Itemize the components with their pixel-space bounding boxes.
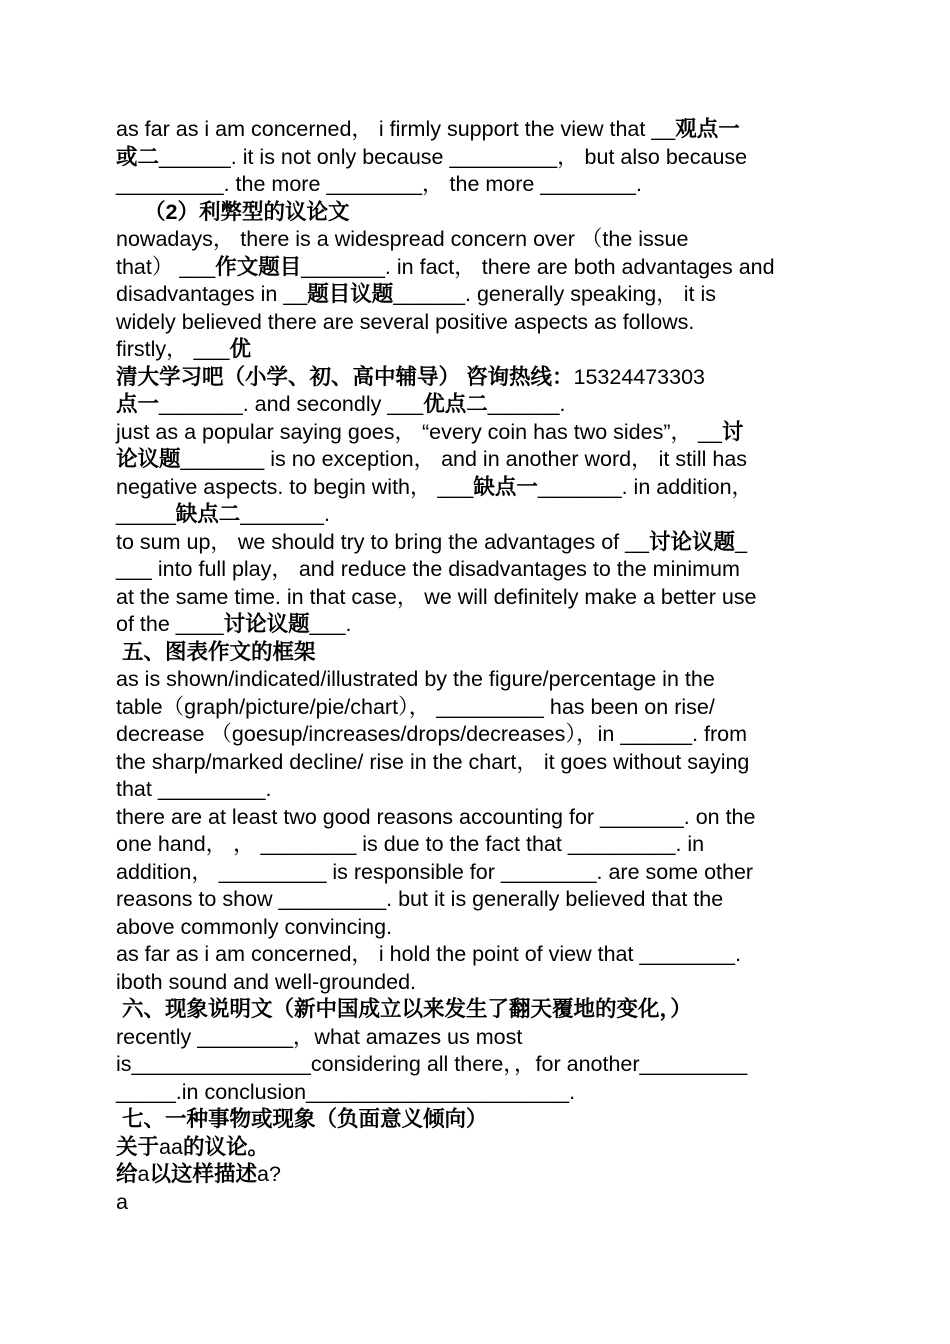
text-run: as far as i am concerned， i hold the point of view that ________. — [116, 942, 742, 966]
text-run: a — [137, 1162, 150, 1186]
bold-text: 讨论议题 — [649, 529, 736, 554]
text-line — [116, 529, 836, 557]
bold-text: 以这样描述 — [149, 1162, 257, 1186]
text-line — [116, 721, 836, 749]
text-run: _______. — [240, 502, 330, 526]
bold-text: 的议论。 — [182, 1134, 269, 1159]
text-run: that _________. — [116, 777, 272, 801]
text-line — [116, 364, 836, 392]
text-run: recently ________，what amazes us most — [116, 1024, 523, 1049]
text-line — [116, 611, 836, 639]
text-run: at the same time. in that case， we will definitely make a better use — [116, 584, 757, 609]
text-run: table（graph/picture/pie/chart）， _________ has been on rise/ — [116, 694, 715, 719]
text-run: of the ____ — [116, 612, 224, 636]
text-line — [116, 309, 836, 337]
bold-text: 点一 — [116, 392, 160, 416]
text-line — [116, 171, 836, 199]
text-line — [116, 914, 836, 942]
text-run: addition， _________ is responsible for ________. are some other — [116, 859, 754, 884]
bold-text: 优点二 — [423, 392, 488, 416]
text-line — [116, 474, 836, 502]
text-line — [116, 941, 836, 969]
text-line — [116, 886, 836, 914]
text-run: iboth sound and well-grounded. — [116, 969, 417, 994]
text-run: _______. and secondly ___ — [159, 392, 424, 416]
text-line — [116, 556, 836, 584]
bold-text: 五、图表作文的框架 — [122, 639, 316, 664]
text-line — [116, 1024, 836, 1052]
bold-text: 给 — [116, 1162, 138, 1186]
text-line — [116, 254, 836, 282]
text-run: widely believed there are several positive aspects as follows. — [116, 309, 695, 334]
text-run: ___ into full play， and reduce the disadvantages to the minimum — [116, 557, 740, 581]
text-run: is_______________considering all there，，for another_________ — [116, 1052, 748, 1076]
text-run: _____ — [116, 502, 176, 526]
text-run: _________. the more ________， the more ________. — [116, 172, 642, 196]
bold-text: 讨 — [721, 419, 744, 444]
text-line — [116, 501, 836, 529]
text-line — [116, 749, 836, 777]
text-run: aa — [159, 1134, 183, 1159]
text-run: a? — [257, 1162, 281, 1186]
text-line — [116, 199, 836, 227]
bold-text: 观点一 — [675, 117, 740, 141]
text-run: above commonly convincing. — [116, 914, 393, 939]
text-run: to sum up， we should try to bring the advantages of __ — [116, 529, 650, 554]
bold-text: 缺点一 — [473, 474, 538, 499]
text-run: reasons to show _________. but it is generally believed that the — [116, 887, 724, 911]
text-line — [116, 226, 836, 254]
text-run: as is shown/indicated/illustrated by the figure/percentage in the — [116, 667, 715, 691]
text-line — [116, 116, 836, 144]
text-line — [116, 804, 836, 832]
text-line — [116, 144, 836, 172]
text-run: ______. it is not only because _________， but also because — [159, 144, 748, 169]
text-line — [116, 1161, 836, 1189]
text-line — [116, 776, 836, 804]
text-run: as far as i am concerned， i firmly support the view that __ — [116, 117, 676, 141]
bold-text: 七、一种事物或现象（负面意义倾向） — [122, 1107, 488, 1131]
bold-text: 论议题 — [116, 447, 181, 471]
text-line — [116, 336, 836, 364]
text-run: 15324473303 — [573, 364, 706, 389]
text-line — [116, 281, 836, 309]
text-run: ______. generally speaking， it is — [393, 282, 716, 306]
text-line — [116, 584, 836, 612]
text-run: _______. in addition， — [537, 474, 754, 499]
text-line — [116, 1079, 836, 1107]
text-run: there are at least two good reasons accounting for _______. on the — [116, 804, 756, 829]
document-page — [116, 116, 836, 1216]
text-run: that） ___ — [116, 254, 216, 279]
text-line — [116, 996, 836, 1024]
text-run: _ — [735, 529, 748, 554]
bold-text: 关于 — [116, 1134, 160, 1159]
bold-text: 缺点二 — [175, 502, 241, 526]
text-run: negative aspects. to begin with， ___ — [116, 474, 474, 499]
bold-text: 作文题目 — [215, 254, 302, 279]
text-line — [116, 446, 836, 474]
text-line — [116, 694, 836, 722]
text-run: nowadays， there is a widespread concern over （the issue — [116, 227, 689, 251]
bold-text: （2）利弊型的议论文 — [144, 199, 350, 224]
bold-text: 六、现象说明文（新中国成立以来发生了翻天覆地的变化，） — [122, 997, 692, 1021]
text-run: _______. in fact， there are both advantages and — [301, 254, 775, 279]
bold-text: 题目议题 — [307, 282, 394, 306]
text-run: decrease （goesup/increases/drops/decreases），in ______. from — [116, 722, 748, 746]
text-line — [116, 419, 836, 447]
bold-text: 讨论议题 — [223, 612, 310, 636]
text-run: _______ is no exception， and in another word， it still has — [180, 447, 748, 471]
text-run: disadvantages in __ — [116, 282, 308, 306]
text-line — [116, 391, 836, 419]
text-line — [116, 969, 836, 997]
text-line — [116, 1134, 836, 1162]
text-line — [116, 859, 836, 887]
text-run: one hand， ， ________ is due to the fact that _________. in — [116, 832, 705, 856]
text-line — [116, 1189, 836, 1217]
text-line — [116, 666, 836, 694]
text-run: firstly， ___ — [116, 337, 230, 361]
text-run: ______. — [487, 392, 566, 416]
text-run: ___. — [309, 612, 352, 636]
text-line — [116, 639, 836, 667]
text-line — [116, 1106, 836, 1134]
text-line — [116, 831, 836, 859]
text-run: a — [116, 1189, 128, 1214]
bold-text: 清大学习吧（小学、初、高中辅导） 咨询热线： — [116, 364, 574, 389]
text-line — [116, 1051, 836, 1079]
bold-text: 或二 — [116, 144, 160, 169]
text-run: _____.in conclusion______________________. — [116, 1079, 576, 1104]
text-run: just as a popular saying goes， “every coin has two sides”， __ — [116, 419, 722, 444]
text-run: the sharp/marked decline/ rise in the chart， it goes without saying — [116, 749, 750, 774]
bold-text: 优 — [229, 337, 252, 361]
